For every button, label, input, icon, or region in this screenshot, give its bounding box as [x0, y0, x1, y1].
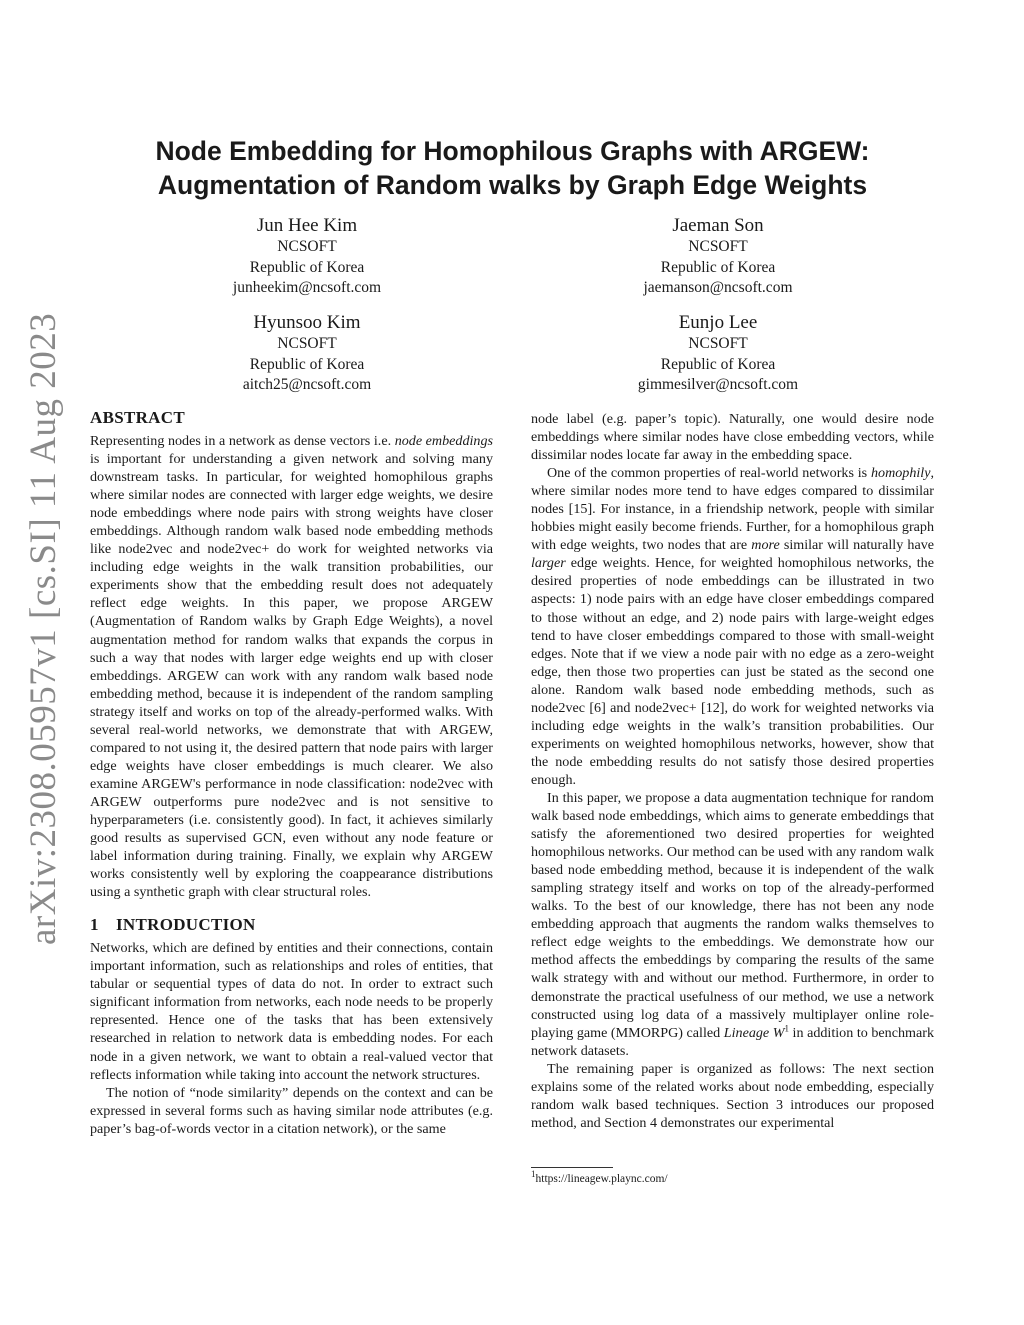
section-number: 1	[90, 915, 99, 935]
author-email: gimmesilver@ncsoft.com	[637, 376, 799, 393]
left-column	[90, 407, 493, 1138]
right-column	[531, 410, 934, 1132]
body-paragraph-proposal: In this paper, we propose a data augmentation technique for random walk based node embeddings, which aims to generate embeddings that satisfy the aforementioned two desired properties for weighted homophilous networks. Our method can be used with any random walk based node embedding method, because it is independent of the walk sampling strategy itself and works on top of the already-performed walks. To the best of our knowledge, there has not been any node embedding approach that augments the random walks themselves to reflect edge weights to the embeddings. We demonstrate how our method affects the embeddings by comparing the results of the same walk strategy with and without our method. Furthermore, in order to demonstrate the practical usefulness of our method, we use a network constructed using log data of a massively multiplayer online role-playing game (MMORPG) called Lineage $W^1$ in addition to benchmark network datasets.	[531, 789, 934, 1059]
author-affiliation: NCSOFT	[277, 238, 337, 255]
author-country: Republic of Korea	[660, 258, 776, 276]
footnote-url[interactable]: https://lineagew.plaync.com/	[535, 1173, 668, 1185]
author-name: Jun Hee Kim	[256, 215, 358, 236]
paper-title	[90, 134, 935, 202]
author-country: Republic of Korea	[249, 355, 365, 373]
author-email: junheekim@ncsoft.com	[232, 279, 382, 296]
footnote-divider	[531, 1167, 613, 1168]
author-email: jaemanson@ncsoft.com	[643, 279, 793, 296]
author-affiliation: NCSOFT	[688, 238, 748, 255]
intro-paragraph-2: The notion of “node similarity” depends on the context and can be expressed in several forms such as having similar node attributes (e.g. paper’s bag-of-words vector in a citation network), or the same	[90, 1084, 493, 1137]
author-block-3	[157, 312, 457, 396]
footnote-marker: 1	[784, 1022, 789, 1033]
arxiv-identifier: arXiv:2308.05957v1 [cs.SI] 11 Aug 2023	[23, 312, 64, 945]
author-email: aitch25@ncsoft.com	[242, 376, 372, 393]
footnote	[531, 1169, 668, 1186]
section-heading-introduction	[90, 914, 493, 936]
abstract-heading: ABSTRACT	[90, 408, 185, 427]
author-block-2	[568, 215, 868, 299]
title-line-1: Node Embedding for Homophilous Graphs with ARGEW:	[155, 136, 870, 166]
author-name: Hyunsoo Kim	[253, 312, 361, 333]
author-country: Republic of Korea	[249, 258, 365, 276]
intro-paragraph-1: Networks, which are defined by entities and their connections, contain important information, such as relationships and roles of entities, that tabular or sequential types of data do not. In order to extract such significant information from networks, each node needs to be properly represented. Hence one of the tasks that has been extensively researched in relation to network data is embedding nodes. For each node in a given network, we want to obtain a real-valued vector that reflects information while taking into account the network structures.	[90, 940, 493, 1083]
author-block-1	[157, 215, 457, 299]
abstract-paragraph: Representing nodes in a network as dense vectors i.e. node embeddings is important for understanding a given network and solving many downstream tasks. In particular, for weighted homophilous graphs where similar nodes are connected with larger edge weights, we desire node embeddings where node pairs with strong weights have closer embeddings. Although random walk based node embedding methods like node2vec and node2vec+ do work for weighted networks via including edge weights in the walk transition probabilities, our experiments show that the embedding result does not adequately reflect edge weights. In this paper, we propose ARGEW (Augmentation of Random walks by Graph Edge Weights), a novel augmentation method for random walks that expands the corpus in such a way that nodes with larger edge weights end up with closer embeddings. ARGEW can work with any random walk based node embedding method, because it is independent of the random sampling strategy itself and works on top of the already-performed walks. With several real-world networks, we demonstrate that with ARGEW, compared to not using it, the desired pattern that node pairs with larger edge weights have closer embeddings is much clearer. We also examine ARGEW's performance in node classification: node2vec with ARGEW outperforms pure node2vec and is not sensitive to hyperparameters (i.e. consistently good). In fact, it achieves similarly good results as supervised GCN, even without any node feature or label information during training. Finally, we explain why ARGEW works consistently well by exploring the coappearance distributions using a synthetic graph with clear structural roles.	[90, 433, 493, 901]
title-line-2: Augmentation of Random walks by Graph Edge Weights	[157, 170, 868, 200]
section-title: INTRODUCTION	[116, 915, 256, 935]
author-affiliation: NCSOFT	[688, 335, 748, 352]
body-paragraph-organization: The remaining paper is organized as follows: The next section explains some of the related works about node embedding, especially random walk based techniques. Section 3 introduces our proposed method, and Section 4 demonstrates our experimental	[531, 1060, 934, 1131]
author-name: Jaeman Son	[672, 215, 764, 236]
body-paragraph-homophily: One of the common properties of real-world networks is homophily, where similar nodes more tend to have edges compared to dissimilar nodes [15]. For instance, in a friendship network, people with similar hobbies might easily become friends. Further, for a homophilous graph with edge weights, two nodes that are more similar will naturally have larger edge weights. Hence, for weighted homophilous networks, the desired properties of node embeddings can be illustrated in two aspects: 1) node pairs with an edge have closer embeddings compared to those without an edge, and 2) node pairs with large-weight edges tend to have closer embeddings compared to those with small-weight edges. Note that if we view a node pair with no edge as a zero-weight edge, then those two properties can just be stated as the second one alone. Random walk based node embedding methods, such as node2vec [6] and node2vec+ [12], do work for weighted networks via including edge weights in the walk’s transition probabilities. Our experiments on weighted homophilous networks, however, show that the node embedding results do not satisfy those desired properties enough.	[531, 465, 935, 788]
author-country: Republic of Korea	[660, 355, 776, 373]
body-paragraph-continued: node label (e.g. paper’s topic). Naturally, one would desire node embeddings where similar nodes have close embedding vectors, while dissimilar nodes locate far away in the embedding space.	[531, 411, 934, 464]
footnote-number: 1	[531, 1169, 536, 1180]
author-affiliation: NCSOFT	[277, 335, 337, 352]
author-block-4	[568, 312, 868, 396]
author-name: Eunjo Lee	[678, 312, 758, 333]
